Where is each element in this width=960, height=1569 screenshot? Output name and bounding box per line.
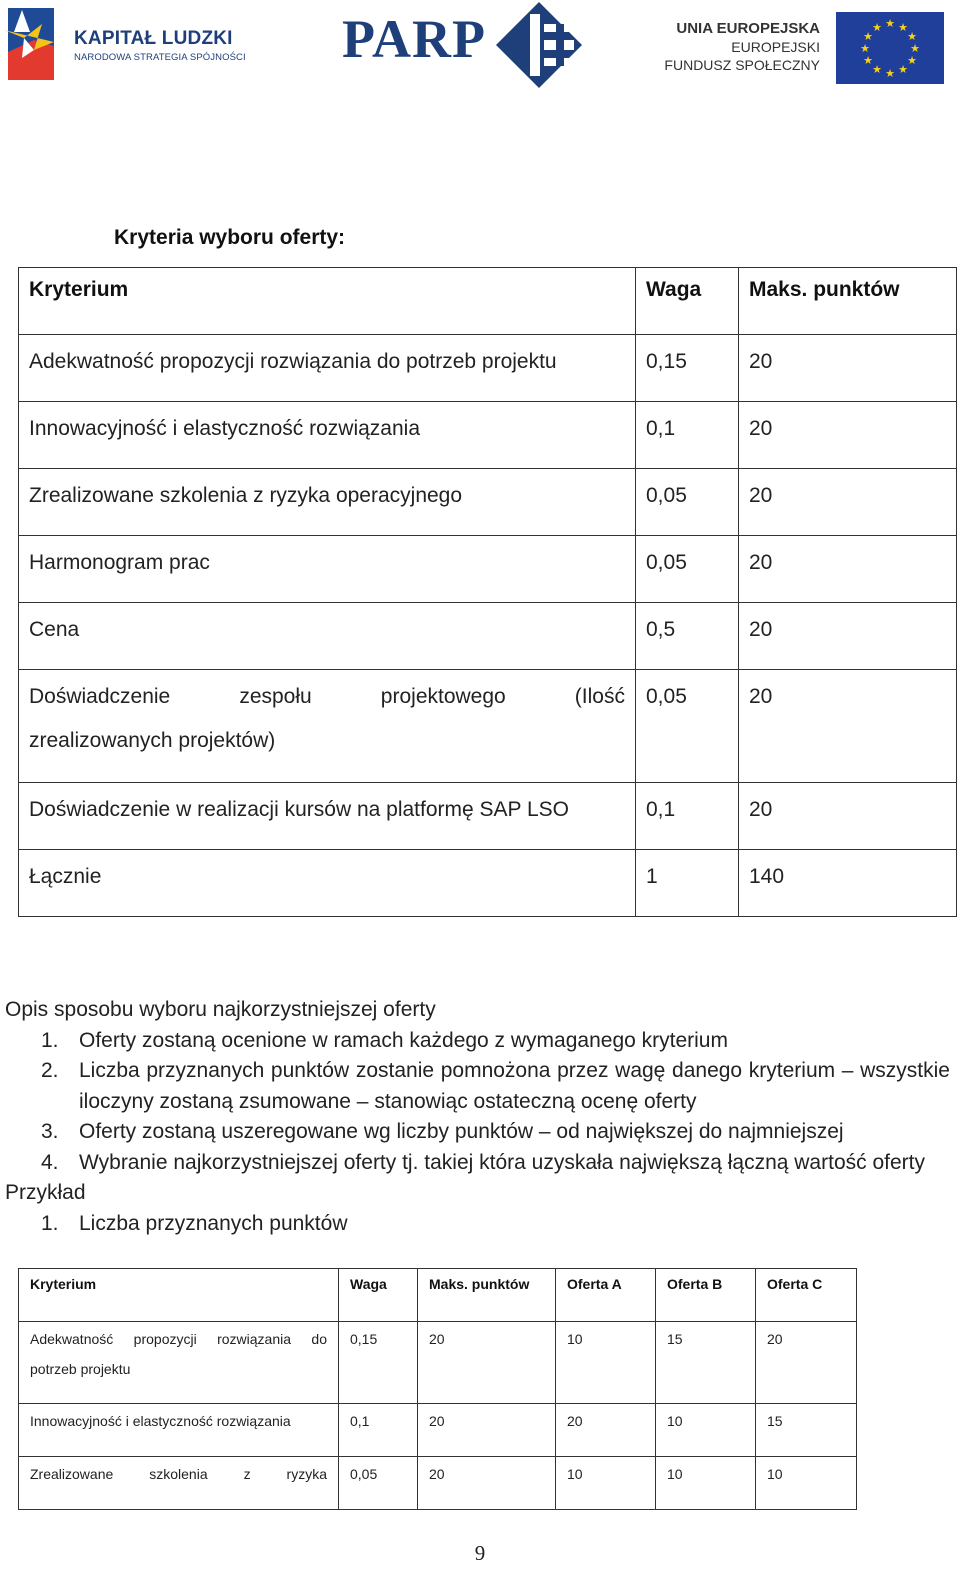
word: z bbox=[243, 1466, 251, 1482]
table-row bbox=[19, 536, 957, 603]
svg-text:★: ★ bbox=[863, 55, 873, 67]
table-row bbox=[19, 1322, 857, 1404]
criterion-name-line1 bbox=[30, 1459, 327, 1489]
criterion-max: 20 bbox=[418, 1457, 556, 1510]
list-text: Liczba przyznanych punktów bbox=[79, 1211, 348, 1235]
offer-c-score: 15 bbox=[756, 1404, 857, 1457]
criterion-max: 20 bbox=[739, 783, 957, 850]
header-waga: Waga bbox=[636, 268, 739, 335]
header-oferta-c: Oferta C bbox=[756, 1269, 857, 1322]
list-number: 1. bbox=[41, 1211, 59, 1235]
total-label: Łącznie bbox=[19, 850, 636, 917]
criterion-max: 20 bbox=[739, 469, 957, 536]
criterion-weight: 0,05 bbox=[636, 469, 739, 536]
word: Zrealizowane bbox=[30, 1466, 114, 1482]
criterion-name bbox=[19, 670, 636, 783]
word: ryzyka bbox=[286, 1466, 327, 1482]
criterion-weight: 0,15 bbox=[636, 335, 739, 402]
section-title: Kryteria wyboru oferty: bbox=[114, 226, 346, 249]
kapital-ludzki-logo bbox=[4, 2, 249, 82]
example-list bbox=[5, 1209, 950, 1240]
criterion-name bbox=[19, 1457, 339, 1510]
table-row bbox=[19, 402, 957, 469]
header-oferta-a: Oferta A bbox=[556, 1269, 656, 1322]
table-row bbox=[19, 1457, 857, 1510]
table-row bbox=[19, 1404, 857, 1457]
offer-c-score: 10 bbox=[756, 1457, 857, 1510]
criterion-name bbox=[19, 1322, 339, 1404]
criterion-name-line1 bbox=[29, 675, 625, 719]
list-item bbox=[5, 1026, 950, 1057]
list-text: Wybranie najkorzystniejszej oferty tj. takiej która uzyskała największą łączną wartość oferty bbox=[79, 1150, 925, 1174]
selection-description bbox=[5, 995, 950, 1239]
svg-text:★: ★ bbox=[885, 18, 895, 30]
kl-subtitle: NARODOWA STRATEGIA SPÓJNOŚCI bbox=[74, 52, 246, 63]
list-text: Liczba przyznanych punktów zostanie pomnożona przez wagę danego kryterium – wszystkie iloczyny zostaną zsumowane – stanowiąc ostateczną ocenę oferty bbox=[79, 1059, 950, 1113]
criterion-max: 20 bbox=[739, 670, 957, 783]
list-item bbox=[5, 1056, 950, 1117]
criterion-weight: 0,1 bbox=[339, 1404, 418, 1457]
table-row bbox=[19, 335, 957, 402]
offer-a-score: 10 bbox=[556, 1457, 656, 1510]
list-number: 3. bbox=[41, 1120, 59, 1143]
offer-b-score: 10 bbox=[656, 1404, 756, 1457]
list-item bbox=[5, 1148, 950, 1179]
criterion-name: Zrealizowane szkolenia z ryzyka operacyjnego bbox=[19, 469, 636, 536]
svg-text:★: ★ bbox=[860, 43, 870, 55]
example-header-row bbox=[19, 1269, 857, 1322]
word: propozycji bbox=[133, 1331, 197, 1347]
kl-title: KAPITAŁ LUDZKI bbox=[74, 28, 233, 49]
word: Doświadczenie bbox=[29, 685, 171, 708]
svg-text:★: ★ bbox=[910, 43, 920, 55]
header-kryterium: Kryterium bbox=[19, 268, 636, 335]
criterion-name: Doświadczenie w realizacji kursów na platformę SAP LSO bbox=[19, 783, 636, 850]
word: szkolenia bbox=[149, 1466, 208, 1482]
table-row bbox=[19, 783, 957, 850]
criterion-name: Innowacyjność i elastyczność rozwiązania bbox=[19, 402, 636, 469]
eu-line2: EUROPEJSKI bbox=[731, 39, 820, 55]
header-waga: Waga bbox=[339, 1269, 418, 1322]
criteria-header-row bbox=[19, 268, 957, 335]
criterion-max: 20 bbox=[418, 1322, 556, 1404]
total-max: 140 bbox=[739, 850, 957, 917]
total-weight: 1 bbox=[636, 850, 739, 917]
svg-text:★: ★ bbox=[898, 22, 908, 34]
word: Adekwatność bbox=[30, 1331, 114, 1347]
list-number: 2. bbox=[41, 1059, 59, 1082]
list-number: 1. bbox=[41, 1028, 59, 1052]
table-row bbox=[19, 603, 957, 670]
svg-text:★: ★ bbox=[863, 31, 873, 43]
offer-a-score: 20 bbox=[556, 1404, 656, 1457]
eu-line3: FUNDUSZ SPOŁECZNY bbox=[664, 57, 820, 73]
criterion-name: Innowacyjność i elastyczność rozwiązania bbox=[19, 1404, 339, 1457]
criterion-max: 20 bbox=[739, 402, 957, 469]
word: rozwiązania bbox=[217, 1331, 292, 1347]
example-label: Przykład bbox=[5, 1181, 86, 1204]
page-number: 9 bbox=[474, 1541, 486, 1565]
kapital-ludzki-emblem-icon bbox=[4, 2, 64, 82]
parp-diamond-icon bbox=[494, 0, 584, 90]
word: (Ilość bbox=[574, 685, 625, 708]
header-maks: Maks. punktów bbox=[739, 268, 957, 335]
svg-text:★: ★ bbox=[907, 55, 917, 67]
offer-b-score: 10 bbox=[656, 1457, 756, 1510]
criterion-weight: 0,15 bbox=[339, 1322, 418, 1404]
criterion-weight: 0,1 bbox=[636, 783, 739, 850]
criterion-name: Cena bbox=[19, 603, 636, 670]
offer-c-score: 20 bbox=[756, 1322, 857, 1404]
offer-b-score: 15 bbox=[656, 1322, 756, 1404]
eu-line1: UNIA EUROPEJSKA bbox=[676, 20, 820, 37]
word: do bbox=[311, 1331, 327, 1347]
list-text: Oferty zostaną uszeregowane wg liczby punktów – od największej do najmniejszej bbox=[79, 1120, 844, 1143]
header-maks: Maks. punktów bbox=[418, 1269, 556, 1322]
header-oferta-b: Oferta B bbox=[656, 1269, 756, 1322]
svg-text:★: ★ bbox=[872, 64, 882, 76]
criterion-weight: 0,5 bbox=[636, 603, 739, 670]
list-text: Oferty zostaną ocenione w ramach każdego z wymaganego kryterium bbox=[79, 1028, 728, 1052]
total-row bbox=[19, 850, 957, 917]
criterion-weight: 0,1 bbox=[636, 402, 739, 469]
criterion-max: 20 bbox=[418, 1404, 556, 1457]
list-item bbox=[5, 1117, 950, 1148]
parp-logo bbox=[342, 0, 592, 90]
example-table bbox=[18, 1268, 857, 1510]
parp-wordmark: PARP bbox=[342, 9, 486, 69]
criterion-weight: 0,05 bbox=[636, 670, 739, 783]
table-row bbox=[19, 670, 957, 783]
word: projektowego bbox=[380, 685, 506, 708]
table-row bbox=[19, 469, 957, 536]
svg-text:★: ★ bbox=[898, 64, 908, 76]
svg-text:★: ★ bbox=[872, 22, 882, 34]
criterion-name: Harmonogram prac bbox=[19, 536, 636, 603]
criterion-max: 20 bbox=[739, 603, 957, 670]
description-heading: Opis sposobu wyboru najkorzystniejszej oferty bbox=[5, 998, 436, 1021]
offer-a-score: 10 bbox=[556, 1322, 656, 1404]
eu-flag-icon bbox=[836, 12, 944, 84]
criterion-name-line1 bbox=[30, 1324, 327, 1354]
header-logos bbox=[0, 0, 960, 95]
svg-text:★: ★ bbox=[907, 31, 917, 43]
word: zespołu bbox=[239, 685, 312, 708]
criterion-max: 20 bbox=[739, 536, 957, 603]
criterion-weight: 0,05 bbox=[636, 536, 739, 603]
eu-logo bbox=[664, 10, 952, 90]
svg-text:★: ★ bbox=[885, 68, 895, 80]
list-item bbox=[5, 1209, 950, 1240]
criterion-name-line2: potrzeb projektu bbox=[30, 1361, 131, 1377]
criterion-name-line2: zrealizowanych projektów) bbox=[29, 729, 276, 752]
criteria-table bbox=[18, 267, 957, 917]
list-number: 4. bbox=[41, 1150, 59, 1174]
criterion-max: 20 bbox=[739, 335, 957, 402]
selection-steps-list bbox=[5, 1026, 950, 1179]
header-kryterium: Kryterium bbox=[19, 1269, 339, 1322]
criterion-name: Adekwatność propozycji rozwiązania do potrzeb projektu bbox=[19, 335, 636, 402]
criterion-weight: 0,05 bbox=[339, 1457, 418, 1510]
